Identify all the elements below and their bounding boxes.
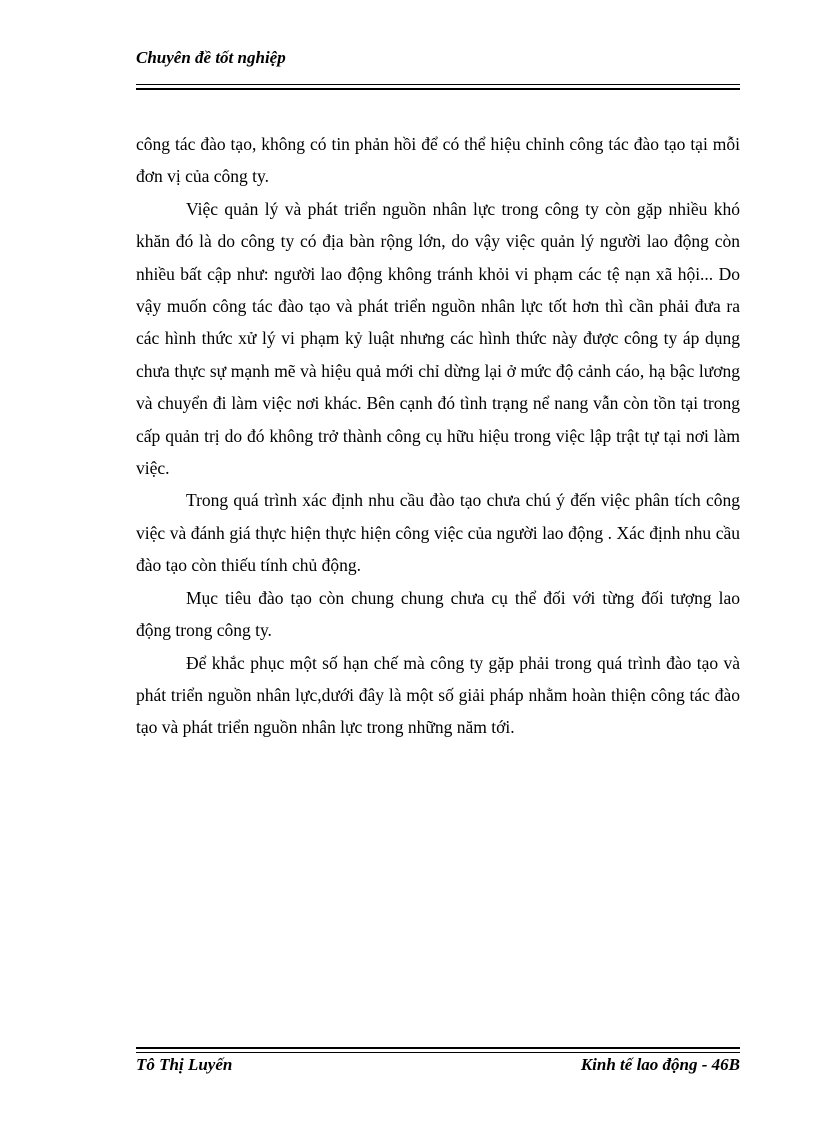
header-title: Chuyên đề tốt nghiệp — [136, 48, 286, 67]
paragraph-solutions: Để khắc phục một số hạn chế mà công ty gặp phải trong quá trình đào tạo và phát triển nguồn nhân lực,dưới đây là một số giải pháp nhằm hoàn thiện công tác đào tạo và phát triển nguồn nhân lực trong những năm tới. — [136, 652, 740, 738]
footer-rule-bottom — [136, 1052, 740, 1053]
paragraph-objectives: Mục tiêu đào tạo còn chung chung chưa cụ thể đối với từng đối tượng lao động trong công ty. — [136, 587, 740, 641]
footer-class: Kinh tế lao động - 46B — [580, 1055, 740, 1074]
header-rule-bottom — [136, 88, 740, 90]
header-rule-top — [136, 84, 740, 85]
paragraph-continuation: công tác đào tạo, không có tin phản hồi để có thể hiệu chỉnh công tác đào tạo tại mỗi đơn vị của công ty. — [136, 134, 740, 187]
paragraph-management: Việc quản lý và phát triển nguồn nhân lực trong công ty còn gặp nhiều khó khăn đó là do công ty có địa bàn rộng lớn, do vậy việc quản lý người lao động còn nhiều bất cập như: người lao động không tránh khỏi vi phạm các tệ nạn xã hội... Do vậy muốn công tác đào tạo và phát triển nguồn nhân lực tốt hơn thì cần phải đưa ra các hình thức xử lý vi phạm kỷ luật nhưng các hình thức này được công ty áp dụng chưa thực sự mạnh mẽ và hiệu quả mới chỉ dừng lại ở mức độ cảnh cáo, hạ bậc lương và chuyển đi làm việc nơi khác. Bên cạnh đó tình trạng nể nang vẫn còn tồn tại trong cấp quản trị do đó không trở thành công cụ hữu hiệu trong việc lập trật tự tại nơi làm việc. — [136, 198, 740, 479]
body-text — [136, 128, 740, 744]
paragraph-needs-assessment: Trong quá trình xác định nhu cầu đào tạo chưa chú ý đến việc phân tích công việc và đánh giá thực hiện thực hiện công việc của người lao động . Xác định nhu cầu đào tạo còn thiếu tính chủ động. — [136, 490, 740, 576]
footer-rule-top — [136, 1047, 740, 1049]
footer-author: Tô Thị Luyến — [136, 1055, 233, 1074]
